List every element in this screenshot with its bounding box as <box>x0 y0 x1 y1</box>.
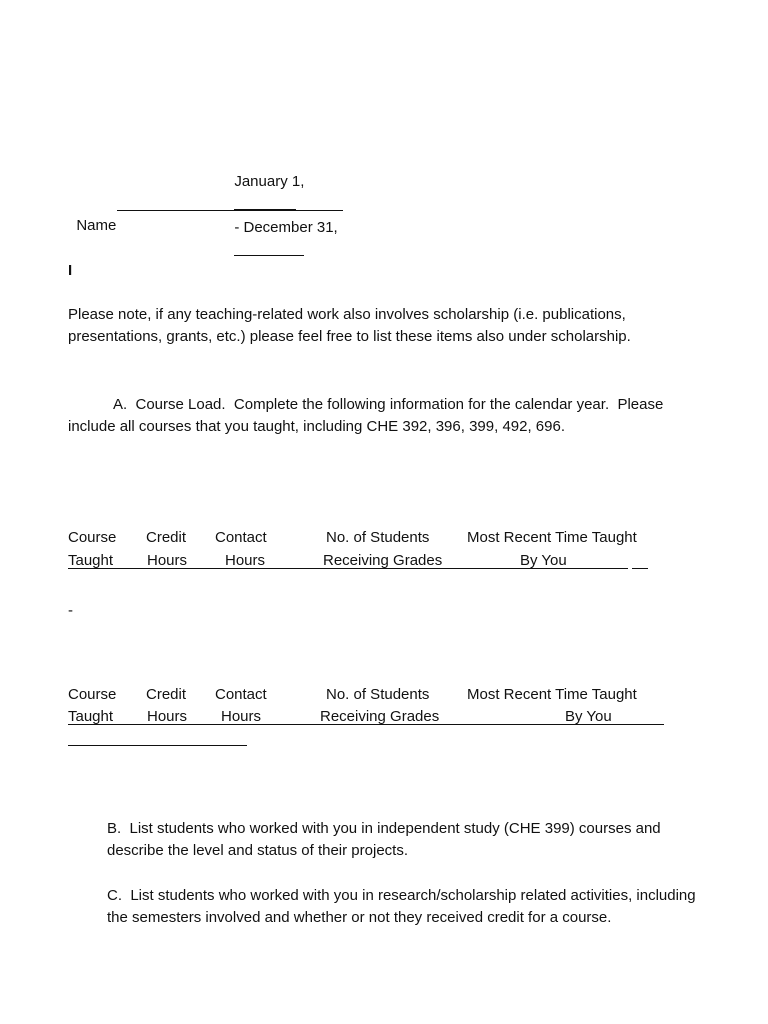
col-credit-hours: Hours <box>147 708 188 725</box>
col-receiving: Receiving Grades <box>323 552 443 569</box>
col-students: No. of Students <box>326 686 430 703</box>
col-contact: Contact <box>215 686 267 703</box>
col-contact-hours: Hours <box>225 552 266 569</box>
year-start-blank[interactable] <box>234 193 296 210</box>
col-course: Course <box>68 529 117 546</box>
section-a-line-1: A. Course Load. Complete the following information for the calendar year. Please <box>113 396 664 413</box>
col-by-you: By You <box>565 708 612 725</box>
table-2-underline <box>68 724 664 725</box>
col-contact-hours: Hours <box>221 708 262 725</box>
year-end-blank[interactable] <box>234 239 304 256</box>
col-contact: Contact <box>215 529 267 546</box>
col-receiving: Receiving Grades <box>320 708 440 725</box>
date-range-line <box>226 149 338 263</box>
section-a-line-2: include all courses that you taught, including CHE 392, 396, 399, 492, 696. <box>68 418 565 435</box>
date-start-label: January 1, <box>234 173 305 190</box>
name-row <box>68 193 116 237</box>
table-1-underline-end <box>632 568 648 569</box>
note-line-1: Please note, if any teaching-related work also involves scholarship (i.e. publications, <box>68 306 626 323</box>
col-students: No. of Students <box>326 529 430 546</box>
dash-mark: - <box>68 602 73 619</box>
col-credit: Credit <box>146 529 187 546</box>
table-1-underline <box>68 568 628 569</box>
date-end-label: - December 31, <box>234 219 338 236</box>
section-c-line-2: the semesters involved and whether or not they received credit for a course. <box>107 909 612 926</box>
col-credit: Credit <box>146 686 187 703</box>
name-label: Name <box>76 217 117 234</box>
section-b-line-2: describe the level and status of their projects. <box>107 842 408 859</box>
table-2-entry-blank[interactable] <box>68 745 247 746</box>
col-taught: Taught <box>68 708 114 725</box>
col-taught: Taught <box>68 552 114 569</box>
col-recent: Most Recent Time Taught <box>467 529 637 546</box>
note-line-2: presentations, grants, etc.) please feel free to list these items also under scholarship. <box>68 328 631 345</box>
col-recent: Most Recent Time Taught <box>467 686 637 703</box>
col-course: Course <box>68 686 117 703</box>
col-by-you: By You <box>520 552 567 569</box>
section-b-line-1: B. List students who worked with you in independent study (CHE 399) courses and <box>107 820 661 837</box>
name-blank[interactable] <box>117 210 343 211</box>
col-credit-hours: Hours <box>147 552 188 569</box>
section-c-line-1: C. List students who worked with you in research/scholarship related activities, including <box>107 887 696 904</box>
section-marker: I <box>68 262 73 279</box>
